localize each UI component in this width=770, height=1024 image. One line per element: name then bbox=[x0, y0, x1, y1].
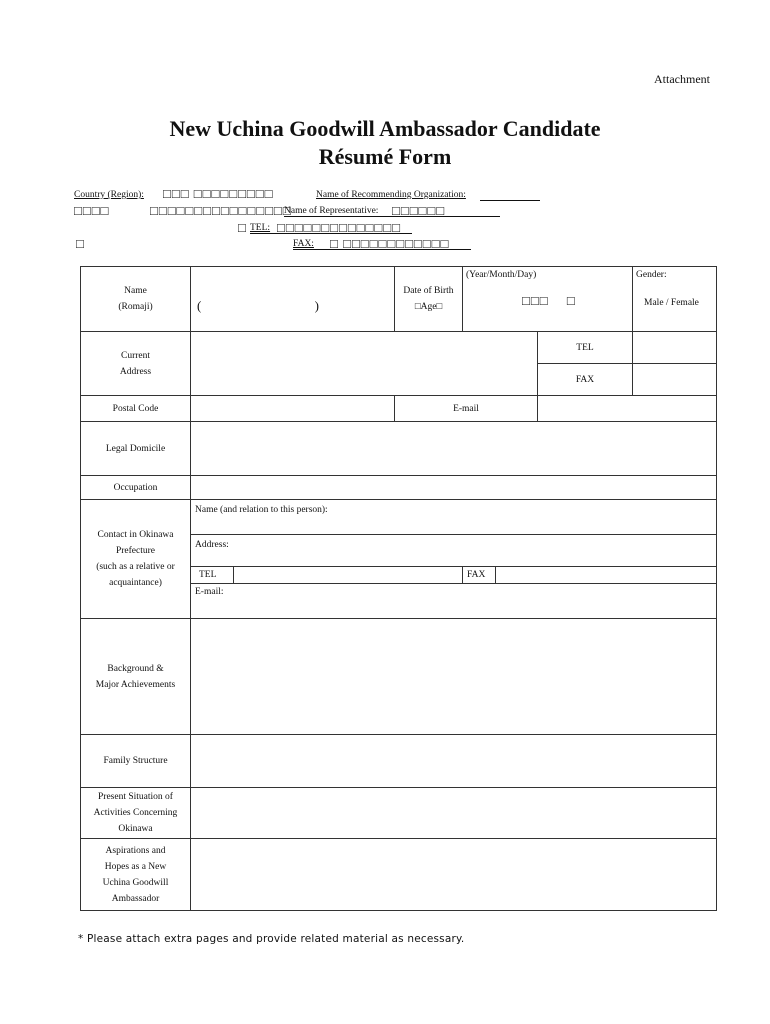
email-label: E-mail bbox=[395, 396, 538, 422]
present-row bbox=[81, 788, 717, 839]
aspirations-label-1: Aspirations and bbox=[105, 845, 166, 856]
contact-name-field[interactable]: Name (and relation to this person): bbox=[191, 500, 716, 534]
aspirations-label-3: Uchina Goodwill bbox=[102, 877, 169, 888]
postal-row bbox=[81, 396, 717, 422]
name-label-cell bbox=[81, 267, 191, 332]
contact-details-table bbox=[191, 500, 716, 617]
contact-address-field[interactable]: Address: bbox=[191, 534, 716, 566]
dob-label: Date of Birth bbox=[403, 286, 454, 296]
country-label: Country (Region): bbox=[74, 190, 144, 200]
present-label-cell bbox=[81, 788, 191, 839]
age-value bbox=[466, 280, 629, 309]
background-label-2: Major Achievements bbox=[95, 679, 176, 690]
background-row bbox=[81, 619, 717, 735]
fax-underline bbox=[293, 249, 471, 250]
contact-row bbox=[81, 500, 717, 619]
contact-name-row bbox=[191, 500, 716, 534]
representative-value[interactable]: □□□□□□ bbox=[392, 203, 446, 218]
family-structure-label: Family Structure bbox=[81, 735, 191, 788]
contact-details-cell bbox=[191, 500, 717, 619]
address-label-cell bbox=[81, 332, 191, 396]
footer-note: * Please attach extra pages and provide related material as necessary. bbox=[78, 933, 465, 945]
country-value[interactable]: □□□ □□□□□□□□□ bbox=[163, 186, 274, 201]
resume-form-table bbox=[80, 266, 717, 911]
dob-input-cell[interactable] bbox=[463, 267, 633, 332]
postal-code-input[interactable] bbox=[191, 396, 395, 422]
ymd-label: (Year/Month/Day) bbox=[466, 270, 537, 280]
contact-label-2: Prefecture bbox=[115, 546, 156, 556]
contact-tel-label: TEL bbox=[191, 566, 234, 583]
contact-label-3: (such as a relative or bbox=[96, 562, 175, 572]
gender-cell[interactable] bbox=[633, 267, 717, 332]
legal-domicile-label: Legal Domicile bbox=[81, 422, 191, 476]
address-tel-input[interactable] bbox=[633, 332, 717, 364]
organization-label: Name of Recommending Organization: bbox=[316, 190, 466, 200]
contact-label-4: acquaintance) bbox=[109, 578, 162, 588]
postal-code-label: Postal Code bbox=[81, 396, 191, 422]
present-label-1: Present Situation of bbox=[98, 792, 173, 802]
aspirations-label-2: Hopes as a New bbox=[104, 861, 167, 872]
contact-tel-input[interactable] bbox=[234, 566, 463, 583]
row4-left-value: □ bbox=[76, 236, 85, 251]
aspirations-label-cell bbox=[81, 839, 191, 911]
family-row bbox=[81, 735, 717, 788]
occupation-row bbox=[81, 476, 717, 500]
background-label-1: Background & bbox=[107, 663, 164, 674]
name-label: Name bbox=[124, 286, 147, 296]
contact-phone-row bbox=[191, 566, 716, 583]
occupation-input[interactable] bbox=[191, 476, 717, 500]
gender-options[interactable]: Male / Female bbox=[644, 298, 699, 308]
present-label-2: Activities Concerning bbox=[93, 808, 178, 818]
contact-address-row bbox=[191, 534, 716, 566]
age-label: □Age□ bbox=[414, 302, 443, 312]
email-input[interactable] bbox=[538, 396, 717, 422]
background-input[interactable] bbox=[191, 619, 717, 735]
address-fax-label: FAX bbox=[538, 364, 633, 396]
contact-email-field[interactable]: E-mail: bbox=[195, 586, 224, 597]
name-parentheses bbox=[195, 298, 319, 314]
organization-underline bbox=[480, 200, 540, 201]
domicile-row bbox=[81, 422, 717, 476]
tel-prefix: □ bbox=[238, 220, 247, 235]
dob-label-cell bbox=[395, 267, 463, 332]
age-value-main: □□□ bbox=[522, 293, 549, 308]
aspirations-row bbox=[81, 839, 717, 911]
age-value-end: □ bbox=[566, 293, 576, 308]
contact-email-row bbox=[191, 583, 716, 617]
fax-label: FAX: bbox=[293, 239, 314, 249]
address-fax-input[interactable] bbox=[633, 364, 717, 396]
name-input-cell[interactable] bbox=[191, 267, 395, 332]
form-title: New Uchina Goodwill Ambassador Candidate bbox=[169, 116, 601, 141]
aspirations-input[interactable] bbox=[191, 839, 717, 911]
aspirations-label-4: Ambassador bbox=[111, 893, 160, 904]
fax-value[interactable]: □ □□□□□□□□□□□□ bbox=[330, 236, 450, 251]
occupation-label: Occupation bbox=[81, 476, 191, 500]
legal-domicile-input[interactable] bbox=[191, 422, 717, 476]
address-label-2: Address bbox=[119, 366, 152, 377]
contact-fax-label: FAX bbox=[463, 566, 496, 583]
address-label-1: Current bbox=[120, 350, 151, 361]
contact-fax-input[interactable] bbox=[496, 566, 717, 583]
attachment-label: Attachment bbox=[654, 72, 710, 86]
tel-underline bbox=[250, 233, 412, 234]
name-row bbox=[81, 267, 717, 332]
present-label-3: Okinawa bbox=[118, 824, 153, 834]
paren-open: ( bbox=[197, 298, 202, 313]
gender-label: Gender: bbox=[636, 270, 667, 280]
family-structure-input[interactable] bbox=[191, 735, 717, 788]
present-situation-input[interactable] bbox=[191, 788, 717, 839]
tel-value[interactable]: □□□□□□□□□□□□□□ bbox=[277, 220, 401, 235]
address-row-tel bbox=[81, 332, 717, 364]
background-label-cell bbox=[81, 619, 191, 735]
address-tel-label: TEL bbox=[538, 332, 633, 364]
address-input[interactable] bbox=[191, 332, 538, 396]
contact-label-1: Contact in Okinawa bbox=[97, 530, 174, 540]
representative-underline bbox=[284, 216, 500, 217]
row2-mid-value: □□□□□□□□□□□□□□□□ bbox=[150, 203, 292, 218]
representative-label: Name of Representative: bbox=[284, 206, 379, 216]
contact-label-cell bbox=[81, 500, 191, 619]
form-subtitle: Résumé Form bbox=[318, 144, 452, 169]
tel-label: TEL: bbox=[250, 223, 271, 233]
romaji-label: (Romaji) bbox=[118, 302, 153, 312]
paren-close: ) bbox=[314, 298, 319, 313]
row2-left-value: □□□□ bbox=[74, 203, 110, 218]
